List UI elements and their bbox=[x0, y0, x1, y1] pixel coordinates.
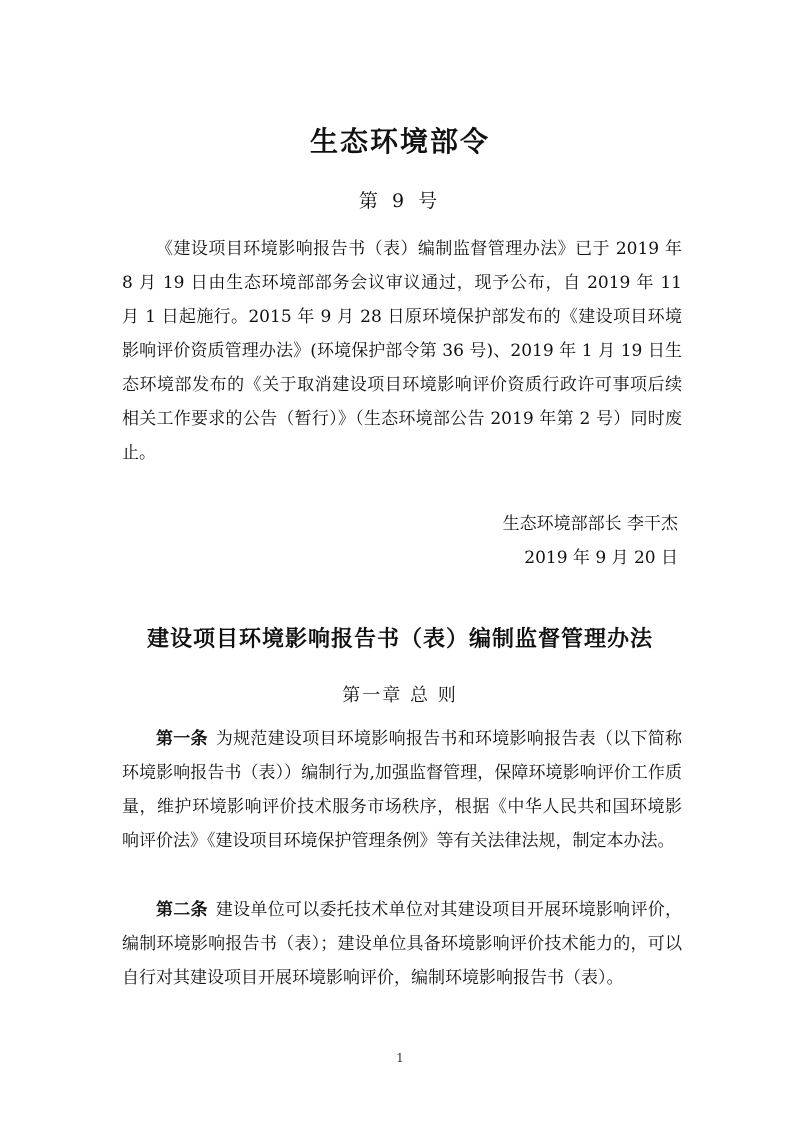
article-1 bbox=[122, 722, 682, 858]
page-number: 1 bbox=[396, 1051, 404, 1065]
intro-paragraph: 《建设项目环境影响报告书（表）编制监督管理办法》已于 2019 年 8 月 19 日由生态环境部部务会议审议通过，现予公布，自 2019 年 11 月 1 日起施行。2015 年 9 月 28 日原环境保护部发布的《建设项目环境影响评价资质管理办法》(环境保护部令第 36 号)、2019 年 1 月 19 日生态环境部发布的《关于取消建设项目环境影响评价资质行政许可事项后续相关工作要求的公告（暂行）》（生态环境部公告 2019 年第 2 号）同时废止。 bbox=[122, 239, 682, 463]
page-title: 生态环境部令 bbox=[309, 125, 490, 158]
order-number: 第 9 号 bbox=[358, 190, 442, 212]
signer-name: 生态环境部部长 李干杰 bbox=[502, 514, 678, 534]
document-title: 建设项目环境影响报告书（表）编制监督管理办法 bbox=[146, 626, 653, 652]
article-2 bbox=[122, 893, 682, 995]
signature-block bbox=[503, 507, 678, 575]
article-2-text: 建设单位可以委托技术单位对其建设项目开展环境影响评价，编制环境影响报告书（表）；建设单位具备环境影响评价技术能力的，可以自行对其建设项目开展环境影响评价，编制环境影响报告书（表）。 bbox=[122, 900, 682, 988]
signature-date: 2019 年 9 月 20 日 bbox=[524, 548, 678, 568]
chapter-heading: 第一章 总 则 bbox=[342, 685, 458, 706]
article-1-label: 第一条 bbox=[156, 729, 208, 749]
article-2-label: 第二条 bbox=[156, 900, 208, 920]
article-1-text: 为规范建设项目环境影响报告书和环境影响报告表（以下简称环境影响报告书（表））编制行为,加强监督管理，保障环境影响评价工作质量，维护环境影响评价技术服务市场秩序，根据《中华人民共和国环境影响评价法》《建设项目环境保护管理条例》等有关法律法规，制定本办法。 bbox=[122, 729, 682, 851]
